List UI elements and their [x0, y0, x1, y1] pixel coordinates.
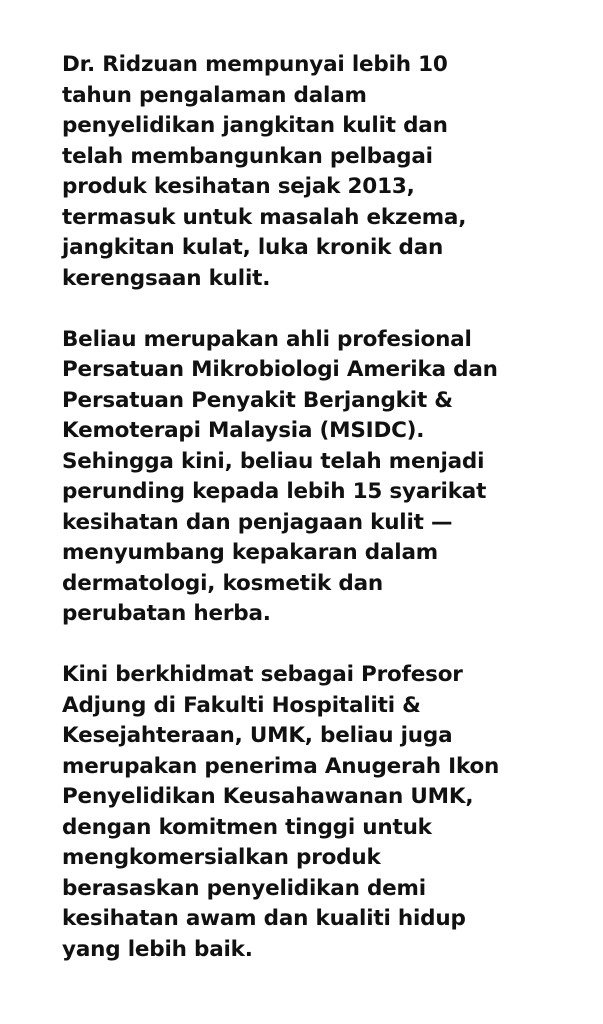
text-line: menyumbang kepakaran dalam	[62, 540, 438, 565]
bio-paragraph-membership	[62, 325, 582, 630]
bio-paragraph-current-role	[62, 660, 582, 965]
text-line: Penyelidikan Keusahawanan UMK,	[62, 784, 474, 809]
text-line: Sehingga kini, beliau telah menjadi	[62, 448, 485, 474]
text-line: dermatologi, kosmetik dan	[62, 570, 383, 596]
text-line: produk kesihatan sejak 2013,	[62, 174, 415, 199]
text-line: kesihatan dan penjagaan kulit —	[62, 509, 453, 535]
text-line: termasuk untuk masalah ekzema,	[62, 204, 467, 230]
text-line: mengkomersialkan produk	[62, 845, 381, 870]
text-line: berasaskan penyelidikan demi	[62, 875, 426, 901]
text-line: yang lebih baik.	[62, 936, 253, 962]
text-line: Adjung di Fakulti Hospitaliti &	[62, 692, 421, 718]
text-line: Kini berkhidmat sebagai Profesor	[62, 662, 463, 687]
text-line: Persatuan Mikrobiologi Amerika dan	[62, 357, 498, 382]
text-line: Beliau merupakan ahli profesional	[62, 326, 472, 352]
text-line: Kemoterapi Malaysia (MSIDC).	[62, 418, 425, 443]
text-line: tahun pengalaman dalam	[62, 82, 367, 108]
text-line: Persatuan Penyakit Berjangkit &	[62, 387, 453, 413]
text-line: kesihatan awam dan kualiti hidup	[62, 906, 466, 931]
bio-text-block	[62, 50, 582, 965]
bio-paragraph-experience	[62, 50, 582, 294]
text-line: merupakan penerima Anugerah Ikon	[62, 753, 500, 779]
text-line: jangkitan kulat, luka kronik dan	[62, 235, 444, 260]
text-line: perunding kepada lebih 15 syarikat	[62, 479, 487, 504]
text-line: penyelidikan jangkitan kulit dan	[62, 113, 448, 138]
text-line: Kesejahteraan, UMK, beliau juga	[62, 723, 453, 748]
text-line: dengan komitmen tinggi untuk	[62, 814, 432, 840]
text-line: kerengsaan kulit.	[62, 265, 271, 291]
text-line: perubatan herba.	[62, 601, 271, 626]
text-line: telah membangunkan pelbagai	[62, 143, 433, 169]
text-line: Dr. Ridzuan mempunyai lebih 10	[62, 52, 448, 77]
